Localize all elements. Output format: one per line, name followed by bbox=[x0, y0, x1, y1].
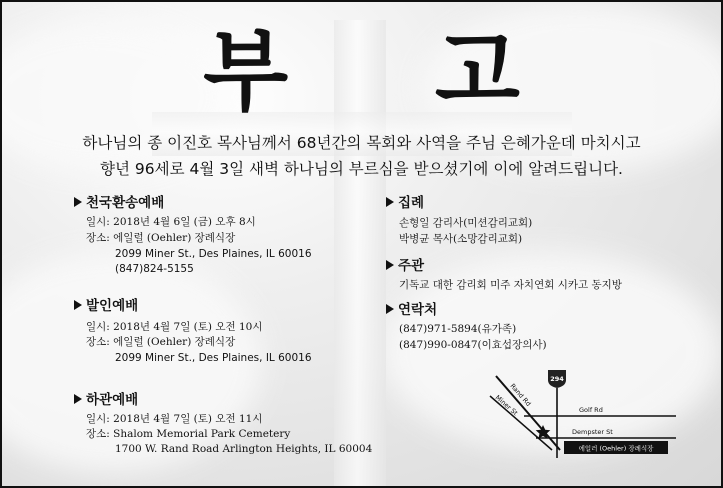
service-place: 장소: Shalom Memorial Park Cemetery bbox=[86, 428, 291, 440]
road-rand-label: Rand Rd bbox=[508, 382, 533, 408]
road-rand bbox=[493, 376, 560, 450]
arrow-icon bbox=[386, 304, 394, 314]
arrow-icon bbox=[386, 197, 394, 207]
section-heading: 집례 bbox=[386, 195, 424, 211]
contact-line: (847)990-0847(이효섭장의사) bbox=[399, 339, 547, 351]
page-title: 부 고 bbox=[203, 20, 578, 123]
road-golf-label: Golf Rd bbox=[579, 406, 603, 414]
intro-line: 향년 96세로 4월 3일 새벽 하나님의 부르심을 받으셨기에 이에 알려드립니다. bbox=[100, 160, 623, 178]
section-heading: 연락처 bbox=[386, 302, 437, 318]
section-heading: 발인예배 bbox=[74, 298, 138, 314]
service-datetime: 일시: 2018년 4월 7일 (토) 오전 10시 bbox=[86, 321, 263, 333]
section-heading: 천국환송예배 bbox=[74, 195, 164, 211]
road-dempster-label: Dempster St bbox=[572, 428, 613, 436]
highway-label: 294 bbox=[550, 375, 564, 383]
contact-line: (847)971-5894(유가족) bbox=[399, 323, 517, 335]
service-phone: (847)824-5155 bbox=[115, 263, 194, 275]
service-datetime: 일시: 2018년 4월 7일 (토) 오전 11시 bbox=[86, 413, 263, 425]
arrow-icon bbox=[74, 394, 82, 404]
arrow-icon bbox=[74, 197, 82, 207]
section-heading: 하관예배 bbox=[74, 392, 138, 408]
arrow-icon bbox=[74, 300, 82, 310]
arrow-icon bbox=[386, 260, 394, 270]
service-place: 장소: 에일럴 (Oehler) 장례식장 bbox=[86, 336, 236, 348]
officiant-line: 박병균 목사(소망감리교회) bbox=[399, 233, 523, 245]
section-heading: 주관 bbox=[386, 258, 424, 274]
service-address: 2099 Miner St., Des Plaines, IL 60016 bbox=[115, 352, 312, 364]
road-miner-label: Miner St bbox=[493, 393, 520, 418]
officiant-line: 손형일 감리사(미션감리교회) bbox=[399, 217, 533, 229]
host-line: 기독교 대한 감리회 미주 자치연회 시카고 동지방 bbox=[399, 279, 622, 291]
intro-line: 하나님의 종 이진호 목사님께서 68년간의 목회와 사역을 주님 은혜가운데 마치시고 bbox=[82, 134, 641, 152]
service-address: 1700 W. Rand Road Arlington Heights, IL 60004 bbox=[115, 443, 373, 455]
service-address: 2099 Miner St., Des Plaines, IL 60016 bbox=[115, 248, 312, 260]
service-place: 장소: 에일럴 (Oehler) 장례식장 bbox=[86, 232, 236, 244]
service-datetime: 일시: 2018년 4월 6일 (금) 오후 8시 bbox=[86, 216, 256, 228]
location-map bbox=[486, 366, 686, 461]
funeral-home-label: 에일러 (Oehler) 장례식장 bbox=[578, 444, 654, 453]
